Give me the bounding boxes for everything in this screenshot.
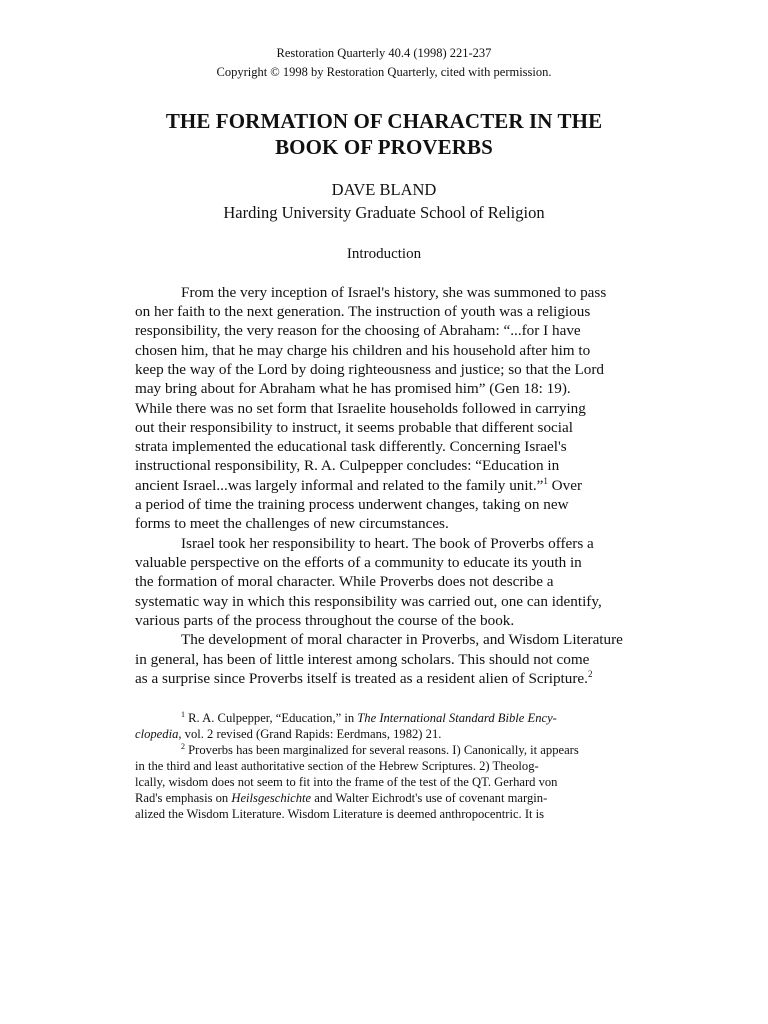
body-line: strata implemented the educational task differently. Concerning Israel's bbox=[135, 438, 567, 455]
section-heading: Introduction bbox=[346, 246, 422, 262]
footnote-text: and Walter Eichrodt's use of covenant margin- bbox=[311, 791, 548, 805]
body-line: various parts of the process throughout the course of the book. bbox=[135, 612, 515, 629]
footnote-1-line bbox=[181, 710, 557, 726]
footnote-2-line: lcally, wisdom does not seem to fit into the frame of the test of the QT. Gerhard von bbox=[135, 775, 558, 789]
copyright-notice: Copyright © 1998 by Restoration Quarterly, cited with permission. bbox=[216, 65, 552, 79]
footnote-number: 1 bbox=[181, 710, 185, 719]
body-line bbox=[135, 669, 592, 688]
body-line: Israel took her responsibility to heart. The book of Proverbs offers a bbox=[181, 535, 594, 552]
footnote-2-line bbox=[135, 790, 547, 806]
footnote-2-line: in the third and least authoritative section of the Hebrew Scriptures. 2) Theolog- bbox=[135, 759, 539, 773]
footnote-text: R. A. Culpepper, “Education,” in bbox=[185, 711, 358, 725]
body-line: valuable perspective on the efforts of a community to educate its youth in bbox=[135, 554, 582, 571]
journal-citation: Restoration Quarterly 40.4 (1998) 221-237 bbox=[276, 46, 492, 60]
footnote-text: Proverbs has been marginalized for several reasons. I) Canonically, it appears bbox=[185, 743, 579, 757]
body-line: may bring about for Abraham what he has promised him” (Gen 18: 19). bbox=[135, 380, 571, 397]
body-line: chosen him, that he may charge his children and his household after him to bbox=[135, 342, 591, 359]
body-line: out their responsibility to instruct, it seems probable that different social bbox=[135, 419, 573, 436]
body-line bbox=[135, 476, 582, 495]
body-text-fragment: ancient Israel...was largely informal and related to the family unit.” bbox=[135, 477, 544, 494]
body-text-fragment: as a surprise since Proverbs itself is treated as a resident alien of Scripture. bbox=[135, 670, 588, 687]
body-text-fragment: Over bbox=[547, 477, 583, 494]
body-line: the formation of moral character. While Proverbs does not describe a bbox=[135, 573, 554, 590]
footnote-italic-title: The International Standard Bible Ency- bbox=[357, 711, 557, 725]
footnote-text: Rad's emphasis on bbox=[135, 791, 232, 805]
footnote-2-line bbox=[181, 742, 579, 758]
footnote-italic-term: Heilsgeschichte bbox=[231, 791, 312, 805]
body-line: While there was no set form that Israelite households followed in carrying bbox=[135, 400, 586, 417]
body-line: instructional responsibility, R. A. Culpepper concludes: “Education in bbox=[135, 457, 560, 474]
body-line: systematic way in which this responsibility was carried out, one can identify, bbox=[135, 593, 602, 610]
author-affiliation: Harding University Graduate School of Religion bbox=[223, 203, 545, 222]
footnote-number: 2 bbox=[181, 742, 185, 751]
body-line: keep the way of the Lord by doing righteousness and justice; so that the Lord bbox=[135, 361, 605, 378]
article-title-line-2: BOOK OF PROVERBS bbox=[275, 135, 493, 159]
body-line: on her faith to the next generation. The instruction of youth was a religious bbox=[135, 303, 591, 320]
footnote-italic-title: clopedia bbox=[135, 727, 179, 741]
footnote-1-line bbox=[135, 726, 441, 742]
body-line: in general, has been of little interest among scholars. This should not come bbox=[135, 651, 590, 668]
body-line: forms to meet the challenges of new circumstances. bbox=[135, 515, 449, 532]
body-line: The development of moral character in Proverbs, and Wisdom Literature bbox=[181, 631, 623, 648]
footnote-ref-1: 1 bbox=[543, 476, 548, 486]
article-title-line-1: THE FORMATION OF CHARACTER IN THE bbox=[165, 109, 603, 133]
body-line: responsibility, the very reason for the choosing of Abraham: “...for I have bbox=[135, 322, 581, 339]
footnote-text: , vol. 2 revised (Grand Rapids: Eerdmans, 1982) 21. bbox=[178, 727, 442, 741]
footnote-ref-2: 2 bbox=[587, 669, 593, 679]
body-line: From the very inception of Israel's history, she was summoned to pass bbox=[181, 284, 607, 301]
body-line: a period of time the training process underwent changes, taking on new bbox=[135, 496, 569, 513]
author-name: DAVE BLAND bbox=[331, 180, 437, 199]
footnote-2-line: alized the Wisdom Literature. Wisdom Literature is deemed anthropocentric. It is bbox=[135, 807, 545, 821]
